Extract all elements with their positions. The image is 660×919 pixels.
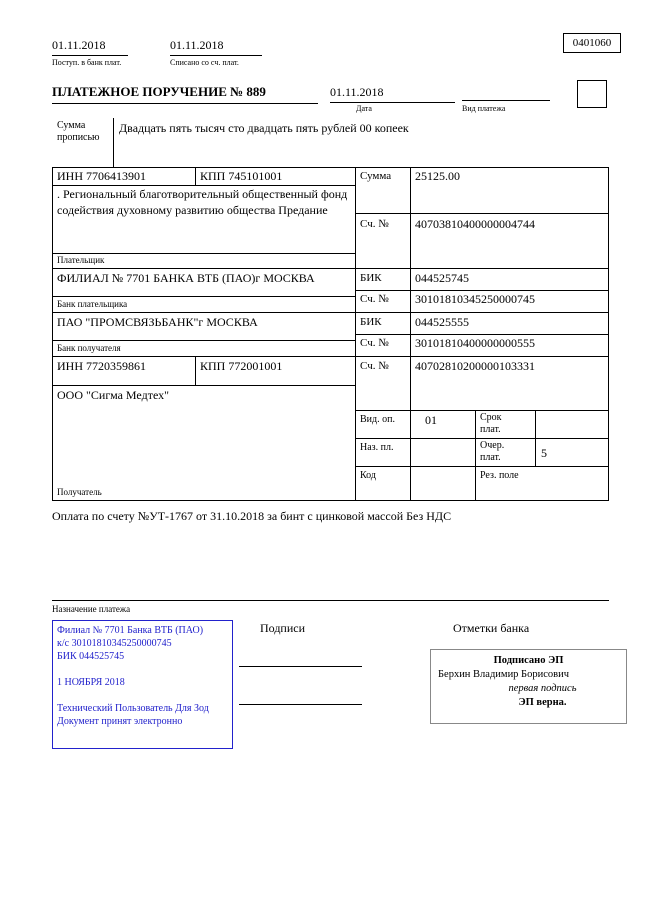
payer-kpp: КПП 745101001 [200,169,283,183]
esign-box [430,649,627,724]
grid-line [52,167,53,500]
amount-words-label: Сумма прописью [57,120,100,143]
payment-type-box [577,80,607,108]
grid-line [195,356,196,385]
signature-line [239,666,362,667]
payee-bank-account: 30101810400000000555 [415,336,535,350]
purpose-line [52,600,609,601]
grid-line [355,410,609,411]
priority-label: Очер. плат. [480,440,505,463]
operation-type-value: 01 [425,413,437,427]
grid-line [52,356,609,357]
stamp-line: Документ принят электронно [57,716,183,727]
payee-account-label: Сч. № [360,360,389,372]
payer-bank-bik-label: БИК [360,272,382,284]
bank-marks-heading: Отметки банка [453,621,530,635]
payer-bank-name: ФИЛИАЛ № 7701 БАНКА ВТБ (ПАО)г МОСКВА [57,271,315,285]
code-label: Код [360,470,376,481]
payer-section-label: Плательщик [57,255,105,265]
grid-line [52,500,609,501]
document-title: ПЛАТЕЖНОЕ ПОРУЧЕНИЕ № 889 [52,84,318,104]
operation-type-label: Вид. оп. [360,414,395,425]
esign-verified: ЭП верна. [518,697,567,708]
grid-line [608,167,609,500]
debited-date-label: Списано со сч. плат. [170,58,239,67]
payment-term-label: Срок плат. [480,412,502,435]
stamp-line: Технический Пользователь Для Зод [57,703,209,714]
grid-line [355,167,356,500]
stamp-line: 1 НОЯБРЯ 2018 [57,677,125,688]
payee-section-label: Получатель [57,487,102,497]
signature-line [239,704,362,705]
payee-bank-section-label: Банк получателя [57,343,121,353]
payer-inn: ИНН 7706413901 [57,169,146,183]
received-date: 01.11.2018 [52,38,128,56]
form-code: 0401060 [572,37,612,49]
document-date: 01.11.2018 [330,85,455,103]
signatures-heading: Подписи [260,621,306,635]
grid-line [355,438,609,439]
amount-words-divider [113,118,114,167]
purpose-label: Назначение платежа [52,604,131,614]
grid-line [535,410,536,466]
payee-name: ООО "Сигма Медтех" [57,388,170,402]
debited-date: 01.11.2018 [170,38,262,56]
grid-line [52,296,355,297]
grid-line [52,167,609,168]
payment-type-line [462,100,550,101]
payee-bank-bik: 044525555 [415,315,469,329]
stamp-line: Филиал № 7701 Банка ВТБ (ПАО) [57,625,204,636]
payer-account: 40703810400000004744 [415,217,535,231]
grid-line [52,340,355,341]
payer-bank-bik: 044525745 [415,271,469,285]
payer-bank-account-label: Сч. № [360,293,389,305]
form-code-box [563,33,621,53]
priority-value: 5 [541,446,547,460]
amount-value: 25125.00 [415,169,460,183]
grid-line [355,466,609,467]
payer-bank-section-label: Банк плательщика [57,299,128,309]
payee-bank-bik-label: БИК [360,316,382,328]
grid-line [52,385,355,386]
payer-name: . Региональный благотворительный общественный фонд содействия духовному развитию общества Предание [57,187,348,217]
payee-bank-account-label: Сч. № [360,337,389,349]
esign-title: Подписано ЭП [493,655,564,666]
payment-type-label: Вид платежа [462,104,506,113]
grid-line [195,167,196,185]
stamp-line: БИК 044525745 [57,651,125,662]
payer-account-label: Сч. № [360,218,389,230]
document-date-label: Дата [356,104,372,113]
grid-line [355,334,609,335]
payee-inn: ИНН 7720359861 [57,359,146,373]
grid-line [52,253,355,254]
esign-role: первая подпись [508,683,577,694]
payee-account: 40702810200000103331 [415,359,535,373]
purpose-code-label: Наз. пл. [360,442,394,453]
payer-bank-account: 30101810345250000745 [415,292,535,306]
amount-words-value: Двадцать пять тысяч сто двадцать пять рублей 00 копеек [119,121,409,135]
received-date-label: Поступ. в банк плат. [52,58,122,67]
bank-stamp [52,620,233,749]
grid-line [52,268,609,269]
esign-signer: Берхин Владимир Борисович [438,669,569,680]
amount-cell-label: Сумма [360,170,392,182]
grid-line [410,167,411,500]
grid-line [52,312,609,313]
grid-line [52,185,355,186]
reserve-field-label: Рез. поле [480,470,519,481]
payee-bank-name: ПАО "ПРОМСВЯЗЬБАНК"г МОСКВА [57,315,258,329]
purpose-text: Оплата по счету №УТ-1767 от 31.10.2018 за бинт с цинковой массой Без НДС [52,509,452,523]
grid-line [475,410,476,500]
stamp-line: к/с 30101810345250000745 [57,638,172,649]
payee-kpp: КПП 772001001 [200,359,283,373]
grid-line [355,213,609,214]
grid-line [355,290,609,291]
